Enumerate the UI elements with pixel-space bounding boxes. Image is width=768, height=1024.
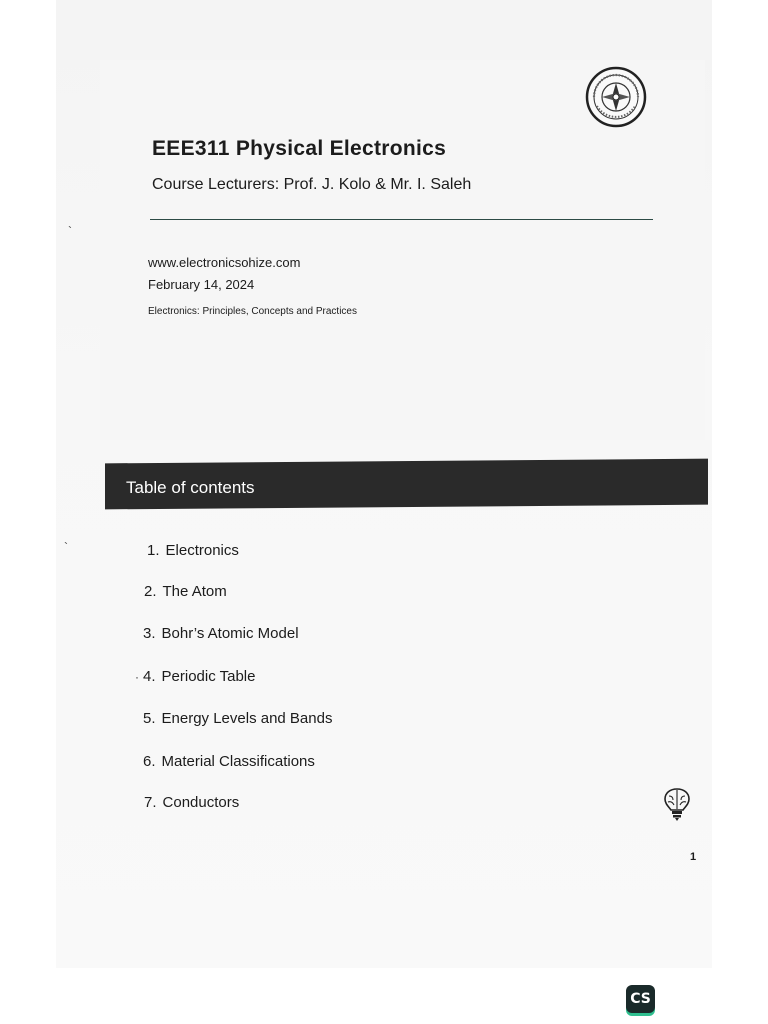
institute-text: Electronics: Principles, Concepts and Practices: [148, 306, 357, 317]
toc-item-conductors: 7. Conductors: [144, 794, 240, 811]
presentation-title: EEE311 Physical Electronics: [152, 137, 447, 160]
toc-item-periodic-table: 4. Periodic Table: [143, 668, 256, 685]
camscanner-badge: CS: [626, 985, 655, 1013]
toc-item-material-classifications: 6. Material Classifications: [143, 753, 315, 770]
presentation-date: February 14, 2024: [148, 277, 255, 292]
title-divider: [150, 219, 653, 220]
scan-mark: ·: [135, 670, 139, 684]
website-text: www.electronicsohize.com: [148, 255, 301, 270]
toc-item-electronics: 1. Electronics: [147, 542, 239, 559]
toc-item-energy-levels: 5. Energy Levels and Bands: [143, 710, 333, 727]
scan-mark: `: [68, 224, 72, 238]
page-number: 1: [690, 851, 697, 863]
scan-mark: `: [64, 540, 68, 554]
toc-item-bohr-model: 3. Bohr’s Atomic Model: [143, 625, 299, 642]
brain-lightbulb-icon: [661, 786, 693, 822]
university-seal-icon: [585, 66, 647, 128]
toc-heading: Table of contents: [126, 478, 255, 497]
toc-item-the-atom: 2. The Atom: [144, 583, 227, 600]
course-lecturers: Course Lecturers: Prof. J. Kolo & Mr. I. Saleh: [152, 176, 472, 193]
